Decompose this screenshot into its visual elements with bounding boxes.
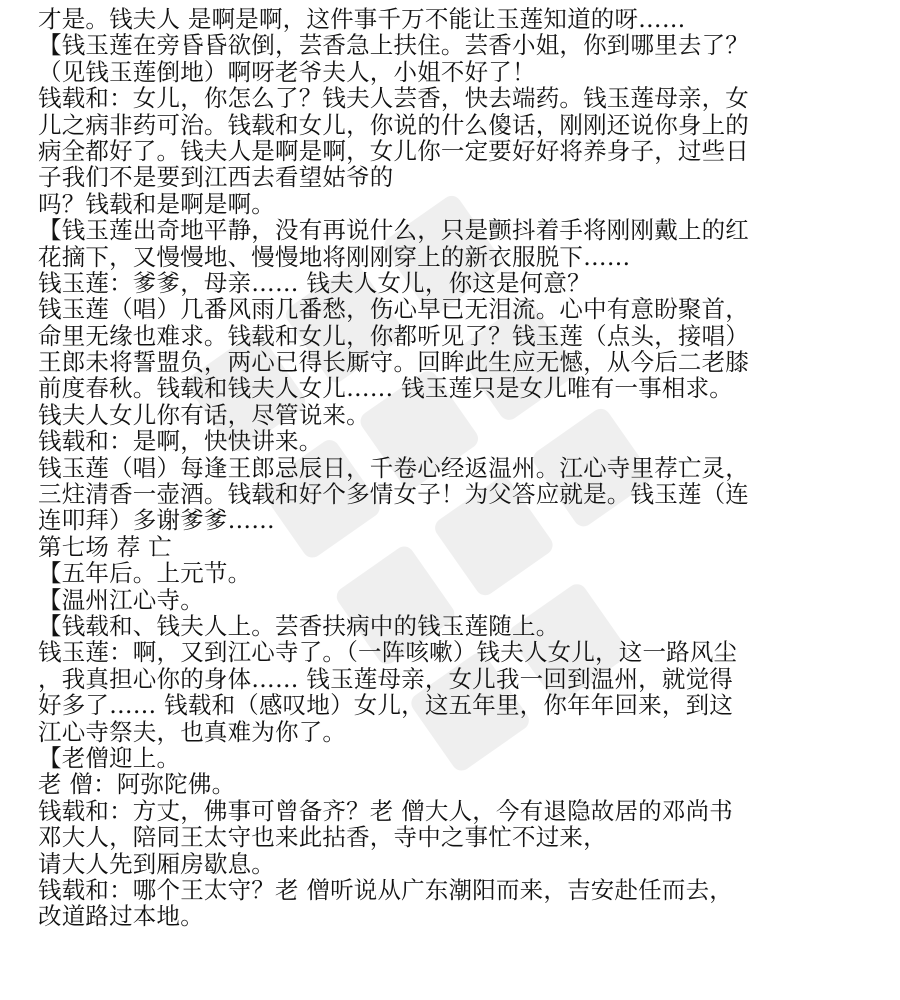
text-line: 好多了…… 钱载和（感叹地）女儿，这五年里，你年年回来，到这 (38, 691, 733, 720)
text-line: 邓大人，陪同王太守也来此拈香，寺中之事忙不过来， (38, 823, 607, 852)
text-line: 病全都好了。钱夫人是啊是啊，女儿你一定要好好将养身子，过些日 (38, 136, 749, 165)
text-line: 儿之病非药可治。钱载和女儿，你说的什么傻话，刚刚还说你身上的 (38, 110, 749, 139)
text-line: 钱载和：女儿，你怎么了？钱夫人芸香，快去端药。钱玉莲母亲，女 (38, 84, 749, 113)
text-line: 钱玉莲（唱）每逢王郎忌辰日，千卷心经返温州。江心寺里荐亡灵， (38, 453, 749, 482)
text-line: 【钱玉莲出奇地平静，没有再说什么，只是颤抖着手将刚刚戴上的红 (38, 216, 749, 245)
script-text (38, 6, 878, 930)
text-line: 钱载和：是啊，快快讲来。 (38, 427, 323, 456)
text-line: 子我们不是要到江西去看望姑爷的 (38, 163, 394, 192)
text-line: 【温州江心寺。 (38, 585, 204, 614)
text-line: 钱玉莲（唱）几番风雨几番愁，伤心早已无泪流。心中有意盼聚首， (38, 295, 749, 324)
text-line: 钱玉莲：爹爹，母亲…… 钱夫人女儿，你这是何意？ (38, 268, 591, 297)
text-line: 命里无缘也难求。钱载和女儿，你都听见了？钱玉莲（点头，接唱） (38, 321, 749, 350)
text-line: 才是。钱夫人 是啊是啊，这件事千万不能让玉莲知道的呀…… (38, 5, 686, 33)
text-line: 老 僧：阿弥陀佛。 (38, 770, 236, 799)
text-line: 江心寺祭夫，也真难为你了。 (38, 717, 347, 746)
text-line: 前度春秋。钱载和钱夫人女儿…… 钱玉莲只是女儿唯有一事相求。 (38, 374, 733, 403)
text-line: 【钱玉莲在旁昏昏欲倒，芸香急上扶住。芸香小姐，你到哪里去了？ (38, 31, 749, 60)
text-line: 王郎未将誓盟负，两心已得长厮守。回眸此生应无憾，从今后二老膝 (38, 348, 749, 377)
text-line: （见钱玉莲倒地）啊呀老爷夫人，小姐不好了！ (38, 57, 536, 86)
text-line: ，我真担心你的身体…… 钱玉莲母亲，女儿我一回到温州，就觉得 (38, 664, 733, 693)
text-line: 【老僧迎上。 (38, 743, 181, 772)
text-line: 【五年后。上元节。 (38, 559, 252, 588)
text-line: 钱玉莲：啊，又到江心寺了。（一阵咳嗽）钱夫人女儿，这一路风尘 (38, 638, 738, 667)
text-line: 连叩拜）多谢爹爹…… (38, 506, 275, 535)
text-line: 钱载和：哪个王太守？老 僧听说从广东潮阳而来，吉安赴任而去， (38, 875, 733, 904)
text-line: 钱载和：方丈，佛事可曾备齐？老 僧大人，今有退隐故居的邓尚书 (38, 796, 733, 825)
text-line: 吗？钱载和是啊是啊。 (38, 189, 275, 218)
scene-heading: 第七场 荐 亡 (38, 532, 172, 561)
text-line: 钱夫人女儿你有话，尽管说来。 (38, 400, 370, 429)
text-line: 请大人先到厢房歇息。 (38, 849, 275, 878)
text-line: 三炷清香一壶酒。钱载和好个多情女子！为父答应就是。钱玉莲（连 (38, 480, 749, 509)
text-line: 【钱载和、钱夫人上。芸香扶病中的钱玉莲随上。 (38, 611, 560, 640)
text-line: 改道路过本地。 (38, 902, 204, 931)
text-line: 花摘下，又慢慢地、慢慢地将刚刚穿上的新衣服脱下…… (38, 242, 631, 271)
